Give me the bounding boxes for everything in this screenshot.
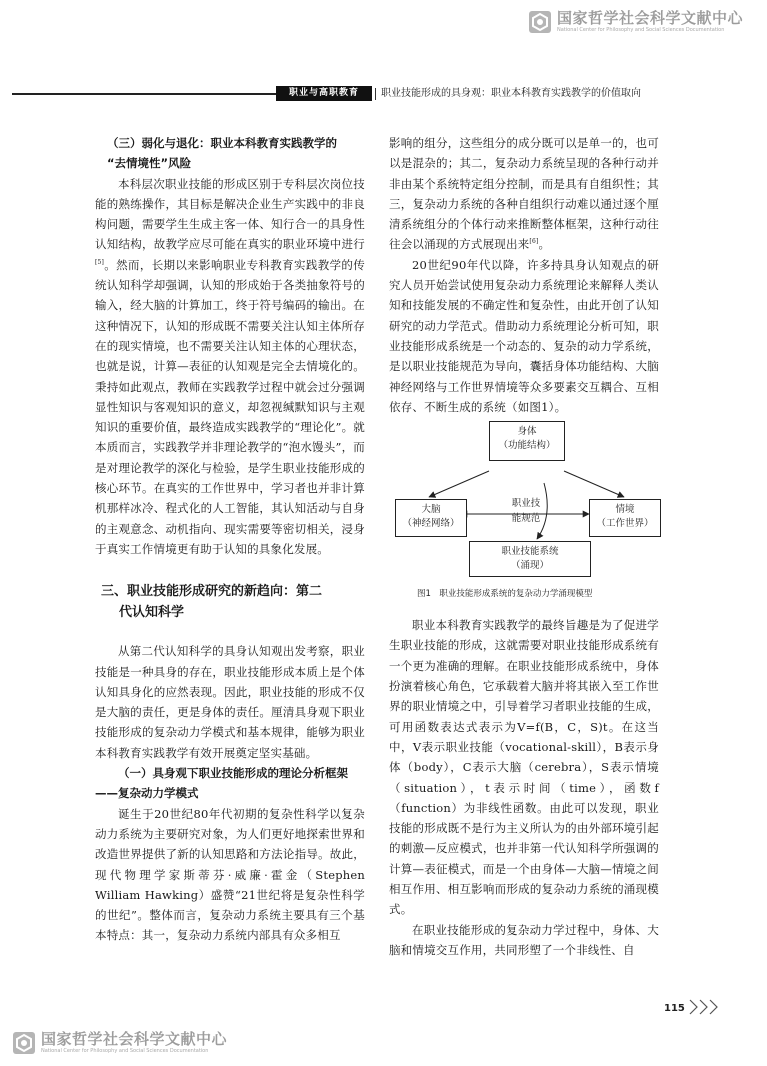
seal-logo-icon [528, 10, 552, 34]
arrow-body-situation [564, 471, 624, 497]
node-skill-system: 职业技能系统 （涌现） [469, 541, 591, 577]
figure-1-diagram [389, 421, 669, 583]
body-paragraph: 影响的组分，这些组分的成分既可以是单一的，也可以是混杂的；其二，复杂动力系统呈现的各种行动并非由某个系统特定组分控制，而是具有自组织性；其三，复杂动力系统的各种自组织行动难以通过逐个厘清系统组分的个体行动来推断整体框架，这种行动往往会以涌现的方式展现出来[6]。 [389, 136, 659, 252]
figure-caption: 图1 职业技能形成系统的复杂动力学涌现模型 [417, 589, 593, 600]
seal-logo-icon [12, 1031, 36, 1055]
body-paragraph: 从第二代认知科学的具身认知观出发考察，职业技能是一种具身的存在，职业技能形成本质上是个体认知具身化的应然表现。因此，职业技能的形成不仅是大脑的责任，更是身体的责任。厘清具身观下职业技能形成的复杂动力学模式和基本规律，能够为职业本科教育实践教学有效开展奠定坚实基础。 [95, 644, 365, 760]
section-heading: 三、职业技能形成研究的新趋向：第二 代认知科学 [101, 584, 323, 621]
right-column [389, 133, 659, 960]
chevron-right-icon [687, 996, 723, 1018]
left-column [95, 133, 365, 946]
top-logo [528, 9, 743, 34]
page-number: 115 [664, 1003, 685, 1014]
logo-name-cn: 国家哲学社会科学文献中心 [41, 1030, 228, 1048]
citation-ref: [5] [95, 258, 105, 266]
body-paragraph: 在职业技能形成的复杂动力学过程中，身体、大脑和情境交互作用，共同形塑了一个非线性、自 [389, 922, 659, 957]
header-rule [12, 93, 276, 95]
running-title: 职业技能形成的具身观：职业本科教育实践教学的价值取向 [381, 88, 641, 99]
citation-ref: [6] [529, 238, 539, 246]
body-paragraph: 20世纪90年代以降，许多持具身认知观点的研究人员开始尝试使用复杂动力系统理论来解释人类认知和技能发展的不确定性和复杂性，由此开创了认知研究的动力学范式。借助动力系统理论分析可知，职业技能形成系统是一个动态的、复杂的动力学系统，是以职业技能规范为导向，囊括身体功能结构、大脑神经网络与工作世界情境等众多要素交互耦合、互相依存、不断生成的系统（如图1）。 [389, 257, 659, 414]
logo-name-en: National Center for Philosophy and Social Sciences Documentation [41, 1048, 209, 1054]
node-situation: 情境 （工作世界） [589, 499, 661, 537]
body-paragraph: 职业本科教育实践教学的最终旨趣是为了促进学生职业技能的形成，这就需要对职业技能形成系统有一个更为准确的理解。在职业技能形成系统中，身体扮演着核心角色，它承载着大脑并将其嵌入至工作世界的职业情境之中，引导着学习者职业技能的生成，可用函数表达式表示为V=f(B，C，S)t。在这当中，V表示职业技能（vocational-skill），B表示身体（body），C表示大脑（cerebra），S表示情境（situation），t表示时间（time），函数f（function）为非线性函数。由此可以发现，职业技能的形成既不是行为主义所认为的由外部环境引起的刺激—反应模式，也并非第一代认知科学所强调的计算—表征模式，而是一个由身体—大脑—情境之间相互作用、相互影响而形成的复杂动力系统的涌现模式。 [389, 618, 659, 917]
node-brain: 大脑 （神经网络） [395, 499, 467, 537]
header-separator [375, 88, 376, 100]
journal-badge: 职业与高职教育 [276, 86, 372, 101]
body-paragraph: 本科层次职业技能的形成区别于专科层次岗位技能的熟练操作，其目标是解决企业生产实践中的非良构问题，需要学生生成主客一体、知行合一的具身性认知结构，故教学应尽可能在真实的职业环境中进行[5]。然而，长期以来影响职业专科教育实践教学的传统认知科学却强调，认知的形成始于各类抽象符号的输入，经大脑的计算加工，终于符号编码的输出。在这种情况下，认知的形成既不需要关注认知主体所存在的现实情境，也不需要关注认知主体的心理状态，也就是说，计算—表征的认知观是完全去情境化的。秉持如此观点，教师在实践教学过程中就会过分强调显性知识与客观知识的意义，却忽视缄默知识与主观知识的重要价值，最终造成实践教学的“理论化”。就本质而言，实践教学并非理论教学的“泡水馒头”，而是对理论教学的深化与检验，是学生职业技能形成的核心环节。在真实的工作世界中，学习者也并非计算机那样冰冷、程式化的人工智能，其认知活动与自身的主观意念、动机指向、现实需要等密切相关，浸身于真实工作情境更有助于认知的具象化发展。 [95, 176, 365, 556]
logo-name-en: National Center for Philosophy and Social Sciences Documentation [557, 27, 725, 33]
subsection-heading: （三）弱化与退化：职业本科教育实践教学的 “去情境性”风险 [107, 136, 337, 171]
label-skill-norm: 职业技 能规范 [511, 498, 541, 525]
subsection-heading: （一）具身观下职业技能形成的理论分析框架——复杂动力学模式 [95, 766, 348, 801]
arrow-body-brain [429, 471, 489, 497]
body-paragraph: 诞生于20世纪80年代初期的复杂性科学以复杂动力系统为主要研究对象，为人们更好地探索世界和改造世界提供了新的认知思路和方法论指导。故此，现代物理学家斯蒂芬·威廉·霍金（Stephen William Hawking）盛赞“21世纪将是复杂性科学的世纪”。整体而言，复杂动力系统主要具有三个基本特点：其一，复杂动力系统内部具有众多相互 [95, 806, 365, 943]
bottom-logo [12, 1030, 227, 1055]
node-body: 身体 （功能结构） [489, 421, 565, 461]
logo-name-cn: 国家哲学社会科学文献中心 [557, 9, 744, 27]
